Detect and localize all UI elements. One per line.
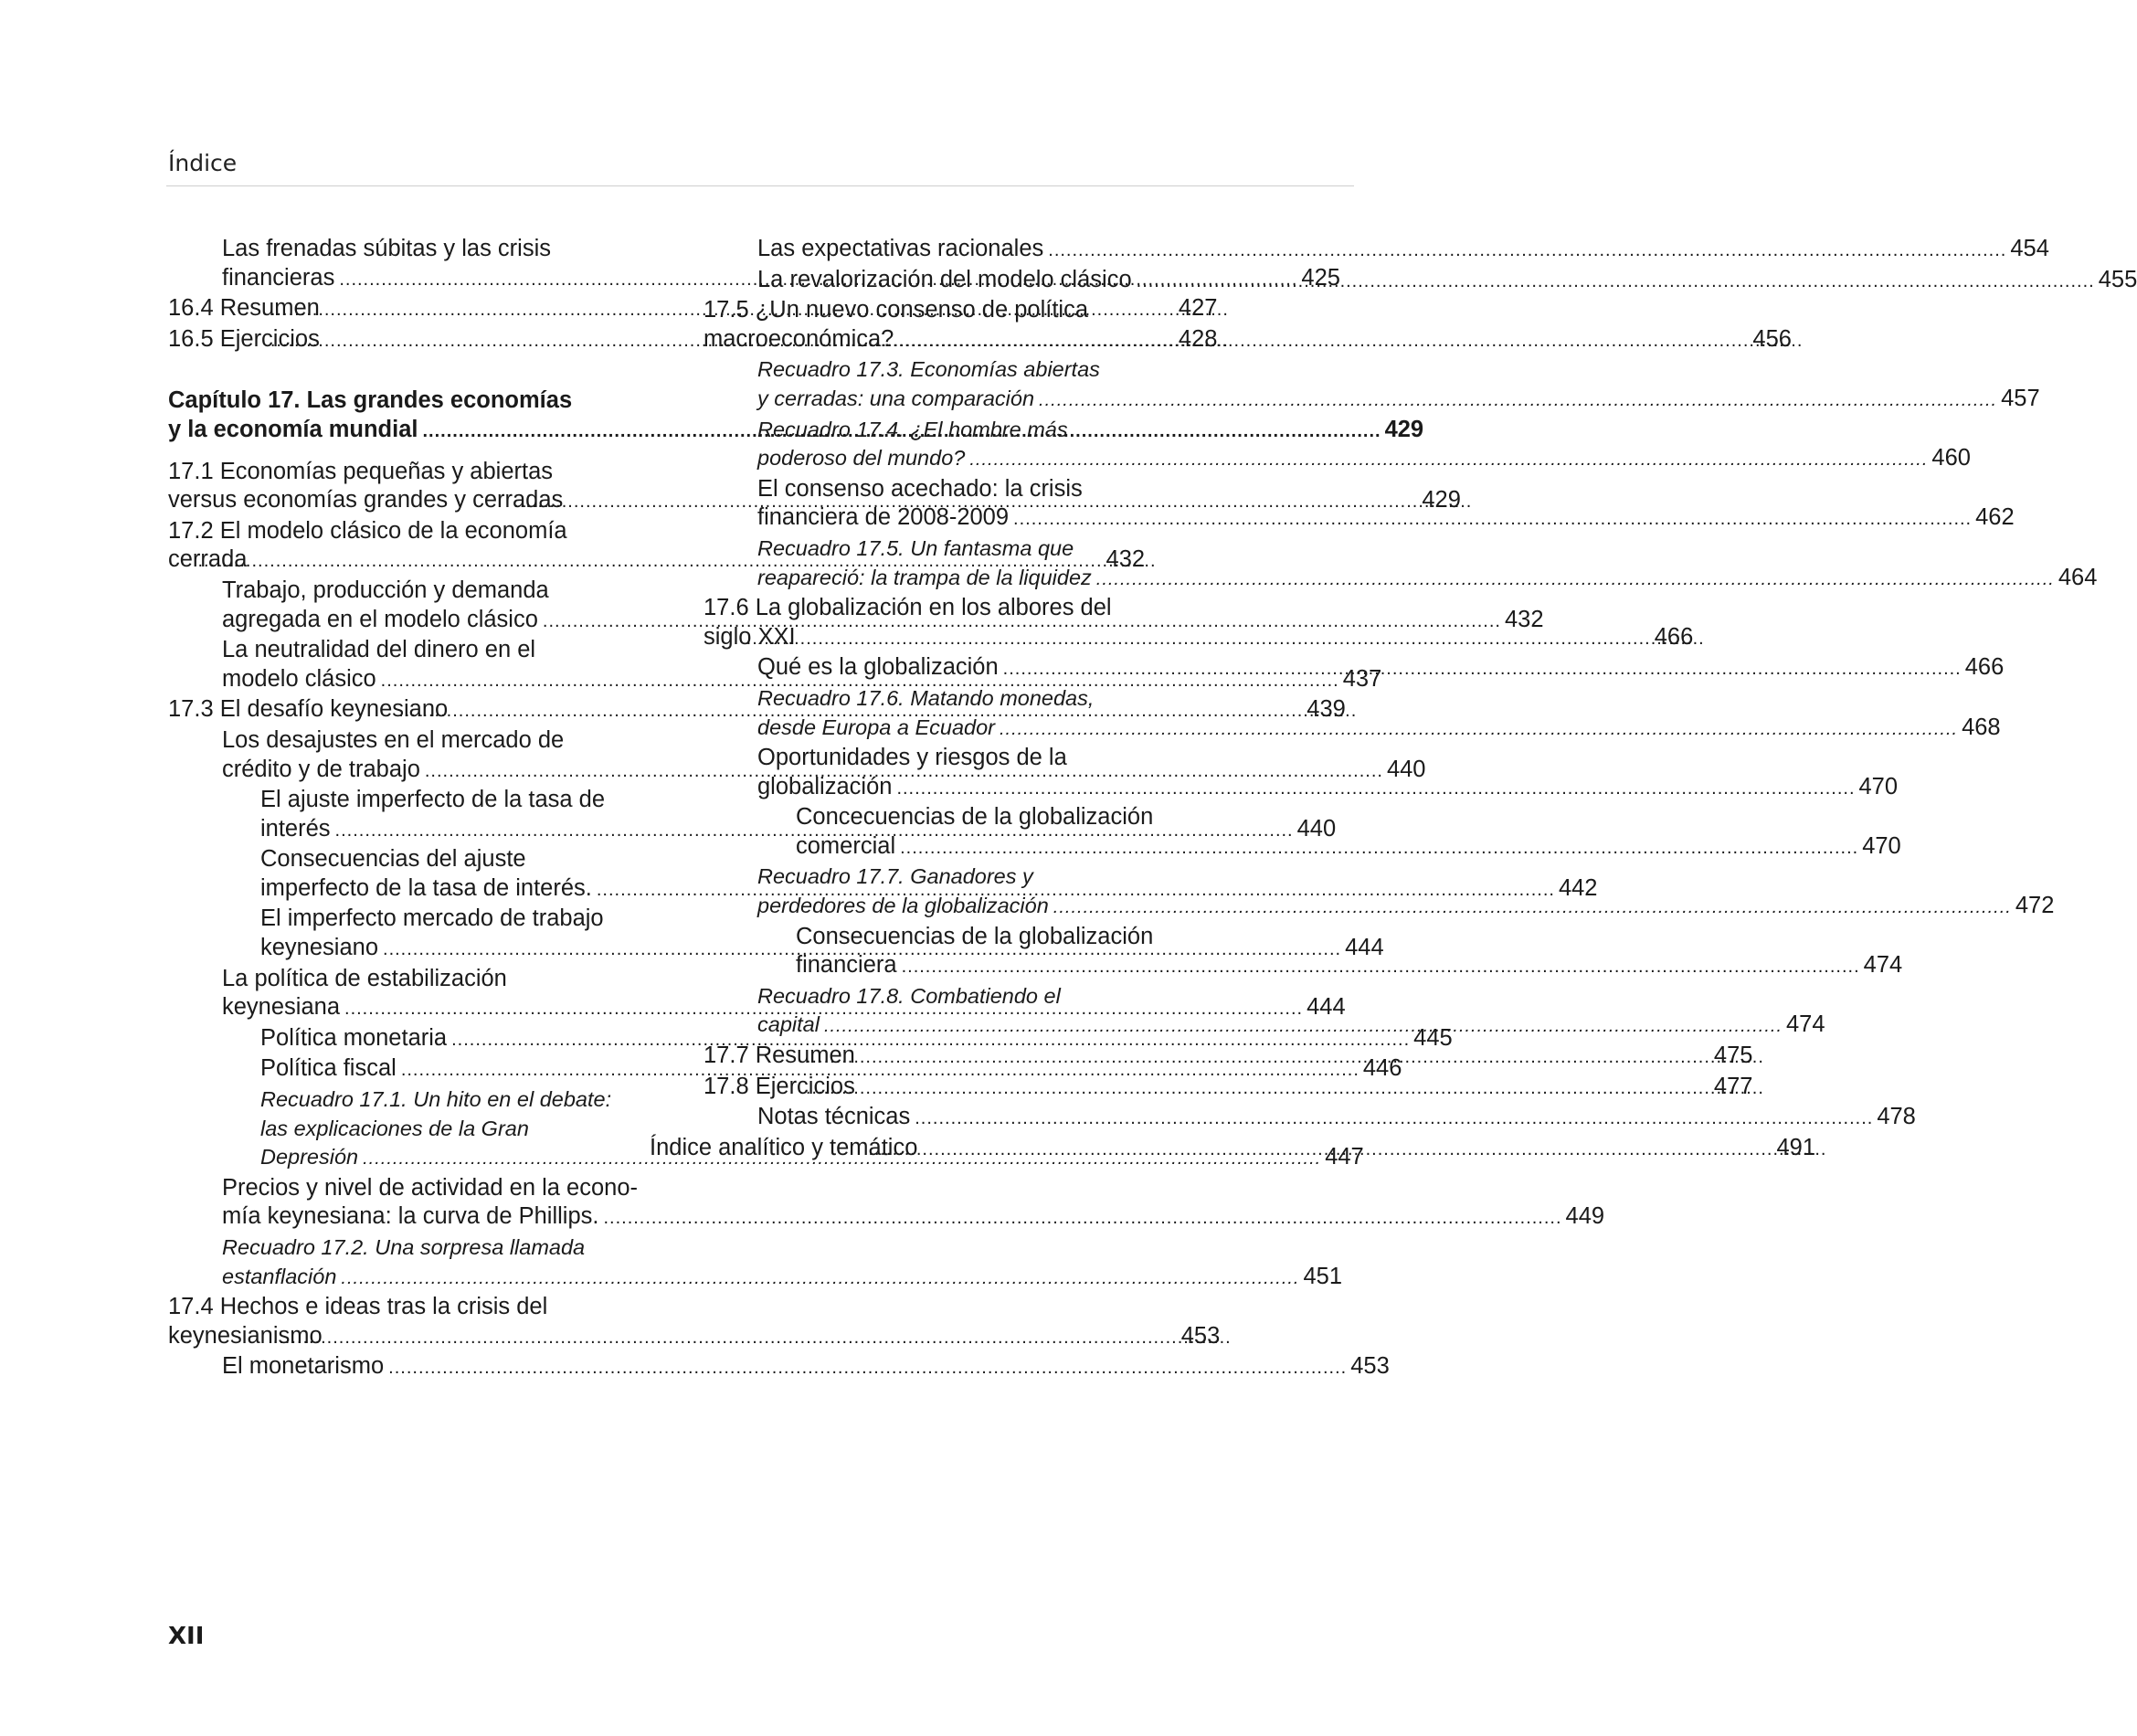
dot-leader: [1013, 505, 1972, 535]
toc-entry-text: 17.1 Economías pequeñas y abiertas: [168, 458, 554, 484]
toc-entry-text: Recuadro 17.7. Ganadores y: [757, 864, 1033, 889]
toc-entry-text: El monetarismo: [222, 1353, 385, 1380]
toc-entry-text: Recuadro 17.3. Economías abiertas: [757, 357, 1100, 382]
dot-leader: [915, 1105, 1873, 1134]
toc-page-number: 470: [1858, 773, 1899, 799]
toc-entry-text: Qué es la globalización: [757, 654, 999, 681]
toc-entry-text: Recuadro 17.6. Matando monedas,: [757, 685, 1095, 710]
toc-entry-text: reapareció: la trampa de la liquidez: [757, 565, 1092, 589]
toc-page-number: 468: [1962, 714, 2001, 740]
toc-entry-text: 17.3 El desafío keynesiano: [168, 696, 449, 723]
dot-leader: [341, 1265, 1299, 1294]
toc-entry-text: imperfecto de la tasa de interés.: [260, 874, 592, 901]
toc-entry-text: Política monetaria: [260, 1024, 448, 1051]
toc-entry-text: y cerradas: una comparación: [757, 386, 1035, 410]
toc-entry[interactable]: 17.7 Resumen ..... 475: [704, 1042, 1198, 1073]
page-number: XII: [168, 1623, 205, 1650]
toc-entry-text: macroeconómica?: [704, 325, 894, 352]
dot-leader: [1048, 237, 2006, 266]
toc-entry[interactable]: [704, 1103, 1916, 1134]
dot-leader: [896, 775, 1855, 804]
toc-page-number: 462: [1975, 504, 2015, 531]
toc-entry-text: las explicaciones de la Gran: [260, 1116, 529, 1140]
toc-entry-text: estanflación: [222, 1264, 337, 1288]
toc-page-number: 455: [2098, 266, 2137, 292]
toc-entry-text: 16.4 Resumen: [168, 295, 320, 322]
dot-leader: [1053, 894, 2012, 923]
dot-leader: [1003, 655, 1962, 684]
toc-page-number: 451: [1303, 1263, 1343, 1289]
running-head: Índice: [168, 150, 238, 176]
toc-entry-text: agregada en el modelo clásico: [222, 606, 538, 632]
toc-entry[interactable]: 17.4 Hechos e ideas tras la crisis del keynesianismo ..... 453: [168, 1293, 662, 1352]
dot-leader: [900, 834, 1858, 863]
toc-page-number: 449: [1565, 1203, 1605, 1230]
toc-page-number: 478: [1877, 1104, 1916, 1130]
toc-page-number: 425: [1301, 264, 1340, 291]
toc-entry-text: 17.7 Resumen: [704, 1043, 855, 1069]
toc-page-number: 460: [1931, 445, 1971, 471]
dot-leader: [898, 327, 1803, 356]
toc-page-number: 429: [1384, 416, 1424, 442]
toc-entry[interactable]: [704, 535, 2098, 594]
toc-entry-text: capital: [757, 1012, 820, 1037]
toc-entry[interactable]: Índice analítico y temático ..... 491: [704, 1134, 1198, 1165]
toc-page-number: 440: [1296, 815, 1337, 842]
toc-entry-text: Depresión: [260, 1145, 359, 1170]
toc-entry-text: keynesiana: [222, 994, 341, 1021]
toc-entry-text: perdedores de la globalización: [757, 894, 1049, 918]
toc-page-number: 445: [1413, 1024, 1453, 1051]
toc-entry-text: El imperfecto mercado de trabajo: [260, 905, 604, 932]
toc-entry-text: 17.4 Hechos e ideas tras la crisis del: [168, 1294, 548, 1320]
toc-entry[interactable]: 17.8 Ejercicios ..... 477: [704, 1073, 1198, 1104]
toc-page-number: 472: [2015, 893, 2055, 919]
toc-entry[interactable]: [168, 1174, 1605, 1233]
toc-entry-text: keynesianismo: [168, 1322, 323, 1349]
toc-entry[interactable]: [168, 1233, 1343, 1293]
toc-entry-text: Precios y nivel de actividad en la econo-: [222, 1174, 639, 1201]
toc-entry-text: Notas técnicas: [757, 1104, 911, 1130]
toc-entry-text: crédito y de trabajo: [222, 756, 420, 782]
toc-page-number: 432: [1504, 606, 1544, 632]
toc-entry-text: desde Europa a Ecuador: [757, 715, 995, 739]
toc-entry-text: Las frenadas súbitas y las crisis: [222, 236, 551, 261]
dot-leader: [800, 625, 1705, 654]
toc-entry-text: Recuadro 17.1. Un hito en el debate:: [260, 1087, 612, 1112]
toc-entry-text: Recuadro 17.2. Una sorpresa llamada: [222, 1235, 586, 1259]
toc-entry[interactable]: [704, 355, 2040, 415]
dot-leader: [824, 1012, 1783, 1042]
toc-entry[interactable]: [704, 235, 2049, 266]
dot-leader: [327, 1324, 1232, 1353]
toc-entry-text: globalización: [757, 773, 893, 799]
header-rule: [166, 185, 1354, 186]
toc-entry[interactable]: 16.4 Resumen ..... 427: [168, 294, 662, 325]
dot-leader: [922, 1136, 1826, 1165]
toc-page-number: 464: [2058, 564, 2098, 590]
toc-page-number: 440: [1386, 756, 1426, 782]
toc-entry[interactable]: 17.2 El modelo clásico de la economía cerrada ..... 432: [168, 517, 662, 577]
toc-entry-text: El consenso acechado: la crisis: [757, 475, 1083, 502]
toc-entry[interactable]: [704, 475, 2015, 535]
toc-entry-text: Oportunidades y riesgos de la: [757, 745, 1067, 771]
toc-page-number: 437: [1342, 665, 1382, 692]
toc-entry-text: cerrada: [168, 546, 248, 573]
toc-entry-text: siglo XXI: [704, 623, 796, 650]
toc-entry-text: modelo clásico: [222, 665, 376, 692]
toc-entry[interactable]: [168, 1352, 1390, 1383]
toc-entry-text: Recuadro 17.8. Combatiendo el: [757, 983, 1061, 1008]
toc-entry-text: Consecuencias del ajuste: [260, 846, 526, 873]
toc-entry-text: 17.8 Ejercicios: [704, 1073, 855, 1099]
toc-entry-text: La política de estabilización: [222, 965, 507, 991]
dot-leader: [860, 1043, 1764, 1073]
toc-entry[interactable]: 17.1 Economías pequeñas y abiertas versus economías grandes y cerradas ..... 429: [168, 458, 662, 517]
dot-leader: [388, 1354, 1347, 1383]
toc-entry-text: financiera de 2008-2009: [757, 504, 1010, 531]
toc-page-number: 444: [1307, 994, 1346, 1021]
dot-leader: [1137, 268, 2095, 297]
toc-page-number: 474: [1786, 1011, 1825, 1038]
toc-entry-text: y la economía mundial: [168, 416, 418, 442]
toc-entry-text: financieras: [222, 264, 335, 291]
dot-leader: [1039, 386, 1997, 416]
toc-entry-text: 17.5 ¿Un nuevo consenso de política: [704, 297, 1089, 323]
dot-leader: [969, 446, 1928, 475]
dot-leader: [603, 1204, 1561, 1233]
toc-entry-text: 17.6 La globalización en los albores del: [704, 595, 1112, 621]
toc-page-number: 470: [1862, 832, 1901, 859]
toc-page-number: 457: [2001, 385, 2040, 411]
toc-entry[interactable]: 17.3 El desafío keynesiano ..... 439: [168, 695, 662, 726]
toc-page-number: 446: [1362, 1055, 1402, 1082]
toc-entry-text: keynesiano: [260, 935, 379, 961]
toc-entry-text: Consecuencias de la globalización: [796, 923, 1154, 949]
dot-leader: [902, 953, 1860, 982]
dot-leader: [1096, 566, 2055, 595]
toc-entry-text: Política fiscal: [260, 1055, 397, 1082]
toc-page-number: 444: [1345, 935, 1384, 961]
toc-entry-text: 17.2 El modelo clásico de la economía: [168, 517, 567, 544]
toc-entry-text: Índice analítico y temático: [650, 1134, 918, 1160]
toc-entry-text: La revalorización del modelo clásico: [757, 266, 1132, 292]
toc-entry-text: Las expectativas racionales: [757, 236, 1044, 261]
toc-entry-text: Capítulo 17. Las grandes economías: [168, 387, 573, 414]
toc-entry-text: mía keynesiana: la curva de Phillips.: [222, 1203, 599, 1230]
toc-entry-text: La neutralidad del dinero en el: [222, 637, 536, 663]
toc-entry[interactable]: 17.5 ¿Un nuevo consenso de política macroeconómica? ..... 456: [704, 296, 1198, 355]
toc-page-number: 442: [1558, 874, 1598, 901]
toc-page-number: 466: [1964, 654, 2005, 681]
dot-leader: [860, 1074, 1764, 1104]
toc-entry-text: poderoso del mundo?: [757, 446, 966, 471]
toc-entry-text: versus economías grandes y cerradas: [168, 487, 564, 513]
toc-entry-text: El ajuste imperfecto de la tasa de: [260, 787, 606, 813]
toc-entry[interactable]: 16.5 Ejercicios ..... 428: [168, 325, 662, 356]
toc-page-number: 453: [1350, 1353, 1390, 1380]
toc-entry-text: 16.5 Ejercicios: [168, 325, 320, 352]
toc-entry-text: Los desajustes en el mercado de: [222, 726, 565, 753]
toc-page-number: 447: [1325, 1144, 1364, 1170]
toc-entry-text: financiera: [796, 952, 897, 979]
toc-page-number: 474: [1863, 952, 1903, 979]
toc-entry-text: comercial: [796, 832, 896, 859]
toc-page-number: 454: [2010, 236, 2049, 261]
toc-entry-text: interés: [260, 815, 331, 842]
toc-entry-text: Recuadro 17.5. Un fantasma que: [757, 535, 1074, 560]
toc-entry-text: Trabajo, producción y demanda: [222, 577, 549, 603]
dot-leader: [1000, 715, 1958, 745]
toc-entry-text: Concecuencias de la globalización: [796, 804, 1154, 831]
toc-entry-text: Recuadro 17.4. ¿El hombre más: [757, 417, 1068, 441]
toc-entry[interactable]: 17.6 La globalización en los albores del siglo XXI ..... 466: [704, 594, 1198, 653]
